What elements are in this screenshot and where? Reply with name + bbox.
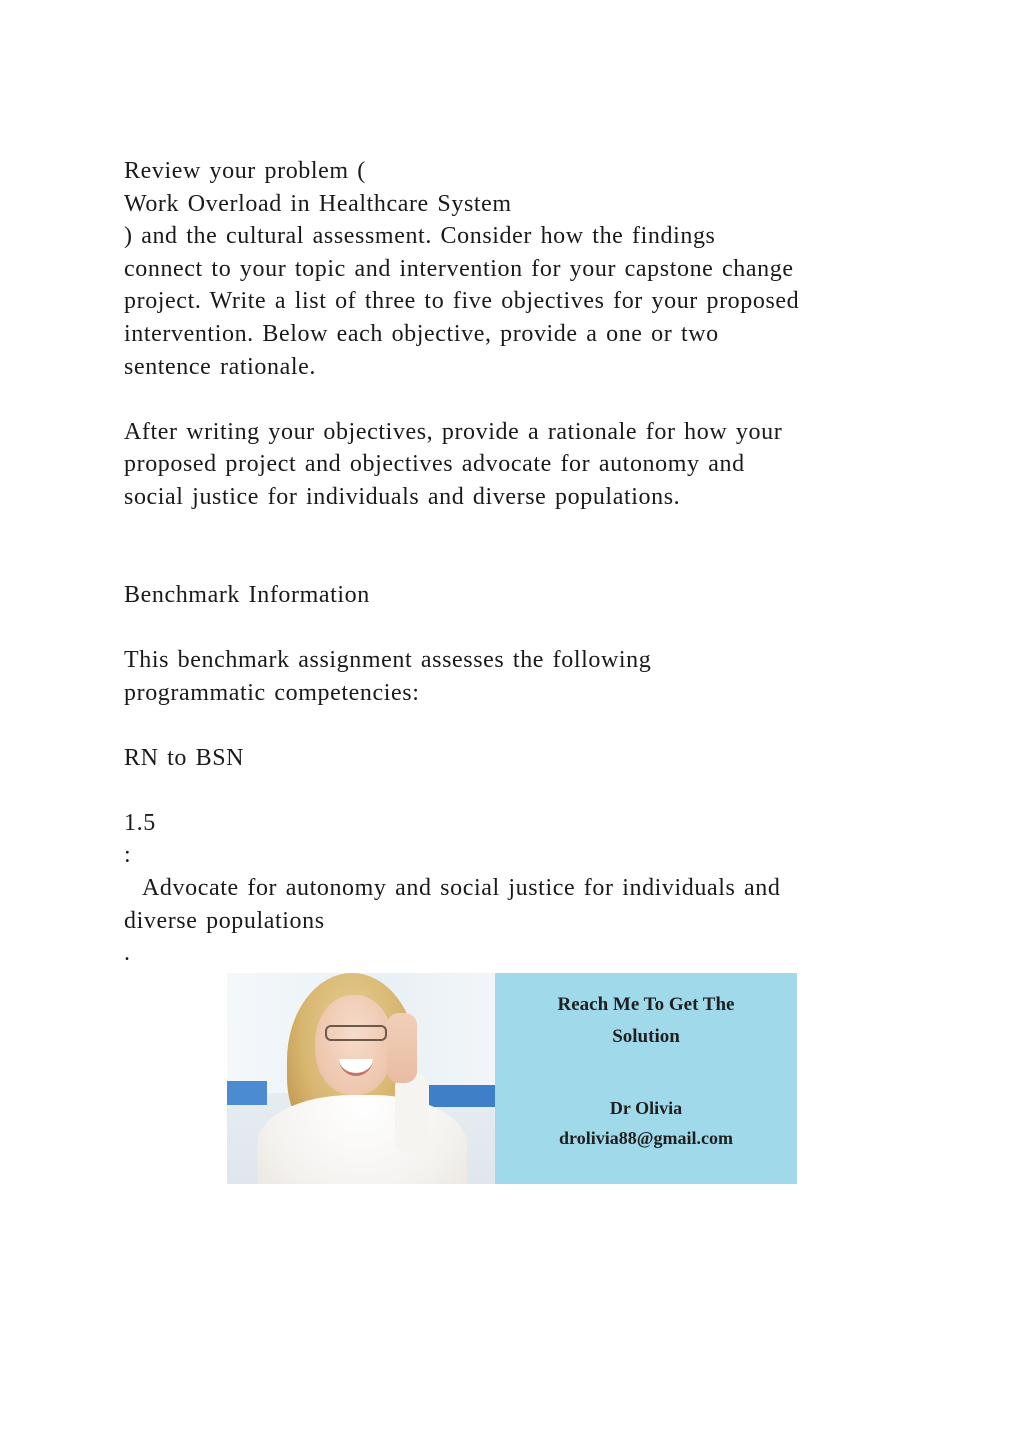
paragraph1-line: Work Overload in Healthcare System: [124, 190, 512, 217]
competency-period: .: [124, 940, 131, 967]
paragraph1-line: Review your problem (: [124, 158, 366, 184]
banner-contact: [495, 1093, 797, 1153]
section-heading: Benchmark Information: [124, 581, 370, 608]
contact-info-panel: [495, 973, 797, 1184]
competency-number: 1.5: [124, 809, 156, 836]
paragraph2-line: After writing your objectives, provide a rationale for how your: [124, 418, 783, 445]
competency-text-line: Advocate for autonomy and social justice for individuals and: [142, 875, 781, 902]
paragraph2-line: proposed project and objectives advocate for autonomy and: [124, 451, 745, 478]
paragraph3-line: programmatic competencies:: [124, 679, 420, 706]
competency-text-line: diverse populations: [124, 907, 325, 934]
contact-email: drolivia88@gmail.com: [559, 1128, 733, 1148]
banner-heading-line: Reach Me To Get The: [557, 994, 735, 1015]
banner-heading: [495, 989, 797, 1053]
contact-banner: [227, 973, 797, 1184]
paragraph3-line: This benchmark assignment assesses the following: [124, 646, 652, 673]
paragraph1-line: project. Write a list of three to five objectives for your proposed: [124, 288, 800, 315]
competency-colon: :: [124, 842, 132, 869]
paragraph1-line: connect to your topic and intervention for your capstone change: [124, 255, 794, 282]
paragraph2-line: social justice for individuals and diverse populations.: [124, 483, 681, 510]
paragraph1-line: intervention. Below each objective, provide a one or two: [124, 320, 719, 347]
paragraph1-line: ) and the cultural assessment. Consider how the findings: [124, 223, 716, 250]
banner-heading-line: Solution: [612, 1026, 680, 1047]
woman-photo: [227, 973, 495, 1184]
paragraph1-line: sentence rationale.: [124, 353, 316, 380]
document-text: [124, 155, 914, 970]
program-name: RN to BSN: [124, 744, 245, 771]
contact-name: Dr Olivia: [609, 1098, 683, 1118]
